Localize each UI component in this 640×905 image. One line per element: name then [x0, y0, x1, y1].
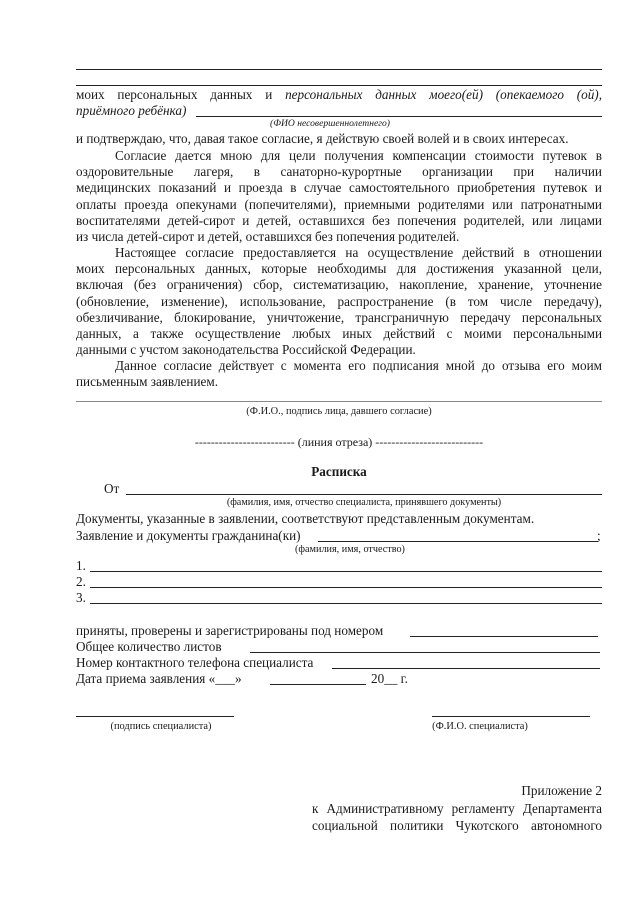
- spec-name-line: [432, 716, 590, 717]
- appendix-title: Приложение 2: [521, 783, 602, 798]
- receipt-sheets-line: [250, 652, 600, 653]
- spec-name-caption: (Ф.И.О. специалиста): [432, 721, 528, 732]
- top-blank-line-1: [76, 69, 602, 70]
- consent-paragraph-1: [76, 148, 602, 245]
- top-blank-line-2: [76, 85, 602, 86]
- para1-line: медицинских показаний и проезда в случае самостоятельного приобретения путевок и: [76, 180, 602, 196]
- para2-line: данными с учстом законодательства Российской Федерации.: [76, 342, 416, 358]
- spec-signature-line: [76, 716, 234, 717]
- consent-paragraph-2: [76, 245, 602, 358]
- consent-intro-line: моих персональных данных и персональных данных моего(ей) (опекаемого (ой),: [76, 87, 602, 102]
- receipt-applicant-label: Заявление и документы гражданина(ки): [76, 528, 301, 543]
- para1-line: Согласие дается мною для цели получения компенсации стоимости путевок в: [115, 148, 602, 163]
- para1-line: воспитателями детей-сирот и детей, оставшихся без попечения родителей, или лицами: [76, 212, 602, 228]
- appendix-line-2: социальной политики Чукотского автономного: [312, 818, 602, 833]
- cut-line: ------------------------- (линия отреза) ---------------------------: [194, 435, 484, 449]
- receipt-title: Расписка: [311, 464, 367, 479]
- receipt-phone-label: Номер контактного телефона специалиста: [76, 655, 314, 670]
- receipt-item-number: 3.: [76, 590, 86, 605]
- receipt-from-caption: (фамилия, имя, отчество специалиста, принявшего документы): [226, 497, 502, 508]
- consent-signature-line: [76, 401, 602, 402]
- receipt-phone-line: [332, 668, 600, 669]
- receipt-from-line: [126, 494, 602, 495]
- minor-name-line: [196, 116, 602, 117]
- para2-line: (обновление, изменение), использование, распространение (в том числе передачу),: [76, 293, 602, 309]
- receipt-date-year: 20__ г.: [371, 671, 408, 686]
- consent-paragraph-3: [76, 358, 602, 390]
- receipt-applicant-line: [318, 541, 598, 542]
- para1-line: оплаты проезда опекунами (попечителями), приемными родителями или патронатными: [76, 196, 602, 212]
- receipt-item-line: [90, 587, 602, 588]
- para2-line: включая (без ограничения) сбор, систематизацию, накопление, хранение, уточнение: [76, 277, 602, 293]
- para1-line: оздоровительные лагеря, в санаторно-курортные организации при наличии: [76, 164, 602, 180]
- para2-line: моих персональных данных, которые необходимы для достижения указанной цели,: [76, 261, 602, 277]
- para2-line: Настоящее согласие предоставляется на осуществление действий в отношении: [115, 245, 602, 260]
- receipt-registered-label: приняты, проверены и зарегистрированы под номером: [76, 623, 384, 638]
- receipt-docs-match: Документы, указанные в заявлении, соответствуют представленным документам.: [76, 511, 535, 526]
- para1-line: из числа детей-сирот и детей, оставшихся без попечения родителей.: [76, 229, 460, 245]
- para2-line: обезличивание, блокирование, уничтожение, трансграничную передачу персональных: [76, 309, 602, 325]
- receipt-item-number: 2.: [76, 574, 86, 589]
- consent-intro-line-2: приёмного ребёнка): [76, 103, 187, 118]
- receipt-item-number: 1.: [76, 558, 86, 573]
- receipt-registered-line: [410, 636, 598, 637]
- receipt-date-month-line: [270, 684, 366, 685]
- receipt-sheets-label: Общее количество листов: [76, 639, 222, 654]
- receipt-date-label: Дата приема заявления «___»: [76, 671, 242, 686]
- receipt-item-line: [90, 571, 602, 572]
- spec-signature-caption: (подпись специалиста): [110, 721, 212, 732]
- receipt-from-label: От: [104, 481, 120, 496]
- receipt-applicant-caption: (фамилия, имя, отчество): [295, 544, 405, 555]
- receipt-applicant-end: ;: [597, 528, 601, 543]
- minor-name-caption: (ФИО несовершеннолетнего): [270, 118, 390, 129]
- para3-line: Данное согласие действует с момента его подписания мной до отзыва его моим: [115, 358, 602, 373]
- consent-confirm-line: и подтверждаю, что, давая такое согласие, я действую своей волей и в своих интересах.: [76, 131, 569, 146]
- consent-signature-caption: (Ф.И.О., подпись лица, давшего согласие): [246, 406, 432, 417]
- appendix-line-1: к Административному регламенту Департамента: [312, 801, 602, 816]
- para3-line: письменным заявлением.: [76, 374, 219, 390]
- para2-line: данных, а также осуществление любых иных действий с моими персональными: [76, 326, 602, 342]
- receipt-item-line: [90, 603, 602, 604]
